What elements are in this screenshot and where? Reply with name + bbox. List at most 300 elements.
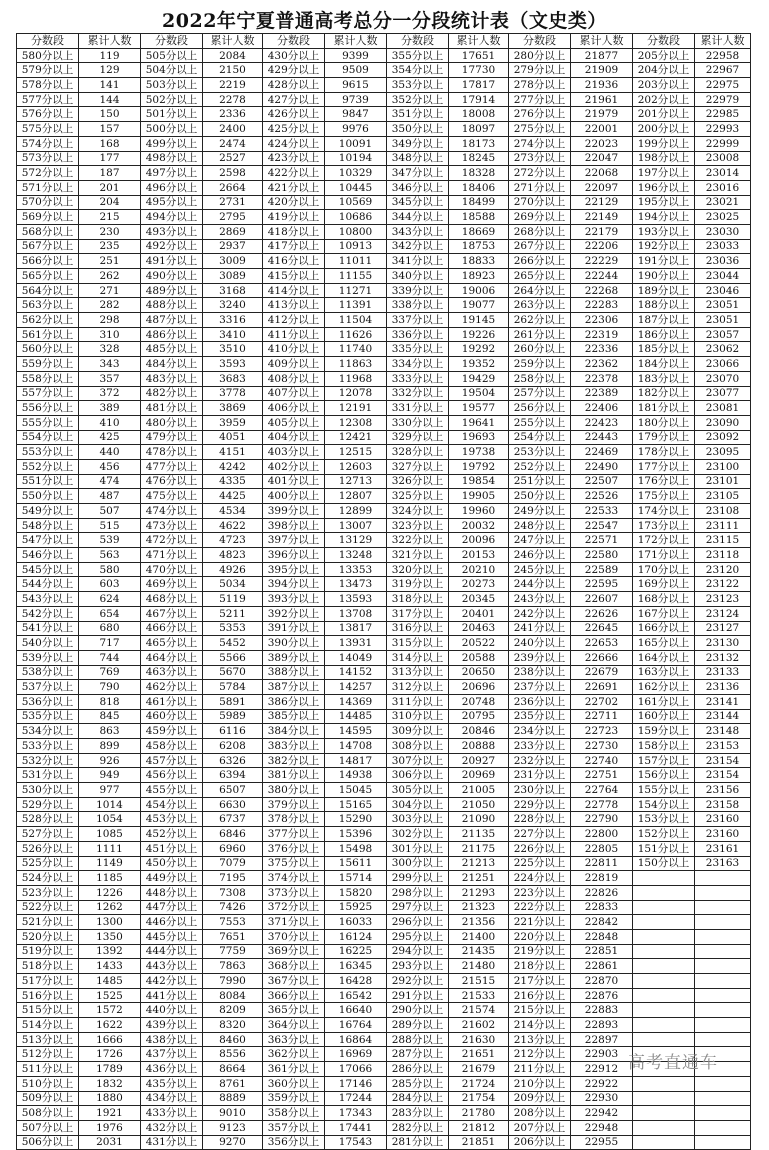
count-cell: 2400 [203, 122, 263, 137]
score-cell: 406分以上 [263, 401, 325, 416]
count-cell: 14485 [325, 709, 387, 724]
count-cell: 21400 [449, 929, 509, 944]
score-cell: 411分以上 [263, 327, 325, 342]
score-cell: 573分以上 [17, 151, 79, 166]
header-cumulative-count: 累计人数 [571, 34, 633, 49]
count-cell: 9615 [325, 78, 387, 93]
score-cell: 414分以上 [263, 283, 325, 298]
count-cell: 2278 [203, 92, 263, 107]
score-cell: 445分以上 [141, 929, 203, 944]
score-cell: 347分以上 [387, 166, 449, 181]
count-cell: 23014 [695, 166, 751, 181]
count-cell: 1789 [79, 1062, 141, 1077]
count-cell: 23153 [695, 739, 751, 754]
count-cell: 3240 [203, 298, 263, 313]
count-cell: 21651 [449, 1047, 509, 1062]
count-cell: 22800 [571, 827, 633, 842]
count-cell: 18173 [449, 136, 509, 151]
score-cell [633, 1076, 695, 1091]
table-row [17, 386, 751, 401]
count-cell: 11863 [325, 357, 387, 372]
count-cell: 22589 [571, 562, 633, 577]
score-cell: 422分以上 [263, 166, 325, 181]
count-cell: 7195 [203, 871, 263, 886]
count-cell: 2869 [203, 224, 263, 239]
score-cell: 162分以上 [633, 680, 695, 695]
score-cell: 217分以上 [509, 974, 571, 989]
score-cell: 256分以上 [509, 401, 571, 416]
score-cell: 336分以上 [387, 327, 449, 342]
count-cell: 474 [79, 474, 141, 489]
count-cell: 769 [79, 665, 141, 680]
count-cell: 22893 [571, 1018, 633, 1033]
score-cell: 475分以上 [141, 489, 203, 504]
score-cell: 381分以上 [263, 768, 325, 783]
count-cell: 1622 [79, 1018, 141, 1033]
score-cell: 453分以上 [141, 812, 203, 827]
score-cell: 170分以上 [633, 562, 695, 577]
score-cell: 300分以上 [387, 856, 449, 871]
score-cell: 473分以上 [141, 518, 203, 533]
count-cell [695, 1106, 751, 1121]
count-cell: 4335 [203, 474, 263, 489]
score-cell: 513分以上 [17, 1032, 79, 1047]
count-cell: 17343 [325, 1106, 387, 1121]
count-cell: 22876 [571, 988, 633, 1003]
score-cell: 224分以上 [509, 871, 571, 886]
count-cell: 141 [79, 78, 141, 93]
count-cell: 13129 [325, 533, 387, 548]
score-cell: 433分以上 [141, 1106, 203, 1121]
count-cell: 20096 [449, 533, 509, 548]
count-cell: 3009 [203, 254, 263, 269]
score-cell: 346分以上 [387, 180, 449, 195]
score-cell: 195分以上 [633, 195, 695, 210]
count-cell: 12807 [325, 489, 387, 504]
count-cell: 9509 [325, 63, 387, 78]
score-cell: 228分以上 [509, 812, 571, 827]
score-cell: 183分以上 [633, 371, 695, 386]
score-cell: 240分以上 [509, 636, 571, 651]
count-cell: 22507 [571, 474, 633, 489]
score-cell: 372分以上 [263, 900, 325, 915]
count-cell: 440 [79, 445, 141, 460]
table-row [17, 944, 751, 959]
count-cell: 22842 [571, 915, 633, 930]
score-cell: 569分以上 [17, 210, 79, 225]
score-cell: 165分以上 [633, 636, 695, 651]
score-cell: 491分以上 [141, 254, 203, 269]
score-cell: 415分以上 [263, 269, 325, 284]
score-cell: 384分以上 [263, 724, 325, 739]
table-row [17, 753, 751, 768]
score-cell: 250分以上 [509, 489, 571, 504]
score-cell: 517分以上 [17, 974, 79, 989]
header-row [17, 34, 751, 49]
header-cumulative-count: 累计人数 [449, 34, 509, 49]
header-cumulative-count: 累计人数 [695, 34, 751, 49]
count-cell: 4051 [203, 430, 263, 445]
score-cell: 191分以上 [633, 254, 695, 269]
table-row [17, 885, 751, 900]
score-cell: 244分以上 [509, 577, 571, 592]
count-cell: 20153 [449, 548, 509, 563]
score-cell: 458分以上 [141, 739, 203, 754]
score-cell: 318分以上 [387, 592, 449, 607]
count-cell: 977 [79, 783, 141, 798]
score-cell: 316分以上 [387, 621, 449, 636]
count-cell: 21175 [449, 841, 509, 856]
count-cell: 7308 [203, 885, 263, 900]
score-cell: 367分以上 [263, 974, 325, 989]
score-cell: 255分以上 [509, 415, 571, 430]
score-cell: 421分以上 [263, 180, 325, 195]
count-cell: 22626 [571, 606, 633, 621]
count-cell: 717 [79, 636, 141, 651]
score-cell: 266分以上 [509, 254, 571, 269]
count-cell: 23127 [695, 621, 751, 636]
count-cell: 23123 [695, 592, 751, 607]
score-cell: 559分以上 [17, 357, 79, 372]
count-cell: 16969 [325, 1047, 387, 1062]
count-cell: 13817 [325, 621, 387, 636]
count-cell: 22975 [695, 78, 751, 93]
score-cell: 226分以上 [509, 841, 571, 856]
count-cell: 23081 [695, 401, 751, 416]
table-row [17, 548, 751, 563]
count-cell: 21574 [449, 1003, 509, 1018]
count-cell: 22833 [571, 900, 633, 915]
count-cell: 22999 [695, 136, 751, 151]
score-cell: 236分以上 [509, 694, 571, 709]
score-cell: 302分以上 [387, 827, 449, 842]
score-cell: 401分以上 [263, 474, 325, 489]
count-cell: 8761 [203, 1076, 263, 1091]
count-cell: 487 [79, 489, 141, 504]
count-cell: 251 [79, 254, 141, 269]
count-cell: 3089 [203, 269, 263, 284]
count-cell: 22702 [571, 694, 633, 709]
score-cell: 261分以上 [509, 327, 571, 342]
count-cell: 23092 [695, 430, 751, 445]
count-cell: 2219 [203, 78, 263, 93]
score-cell: 339分以上 [387, 283, 449, 298]
score-cell: 399分以上 [263, 504, 325, 519]
score-cell: 179分以上 [633, 430, 695, 445]
count-cell: 18588 [449, 210, 509, 225]
count-cell: 12899 [325, 504, 387, 519]
count-cell: 6326 [203, 753, 263, 768]
score-cell: 395分以上 [263, 562, 325, 577]
count-cell: 23160 [695, 827, 751, 842]
count-cell: 22751 [571, 768, 633, 783]
score-cell: 203分以上 [633, 78, 695, 93]
score-cell: 386分以上 [263, 694, 325, 709]
score-cell: 218分以上 [509, 959, 571, 974]
count-cell: 2731 [203, 195, 263, 210]
score-cell: 223分以上 [509, 885, 571, 900]
score-cell: 455分以上 [141, 783, 203, 798]
count-cell: 654 [79, 606, 141, 621]
count-cell: 21679 [449, 1062, 509, 1077]
score-cell: 357分以上 [263, 1120, 325, 1135]
count-cell: 23154 [695, 753, 751, 768]
table-row [17, 283, 751, 298]
count-cell: 744 [79, 650, 141, 665]
count-cell: 2598 [203, 166, 263, 181]
count-cell: 20401 [449, 606, 509, 621]
count-cell: 5784 [203, 680, 263, 695]
count-cell: 21724 [449, 1076, 509, 1091]
score-cell: 264分以上 [509, 283, 571, 298]
count-cell: 21961 [571, 92, 633, 107]
count-cell: 13931 [325, 636, 387, 651]
count-cell: 22819 [571, 871, 633, 886]
score-cell: 293分以上 [387, 959, 449, 974]
score-cell: 365分以上 [263, 1003, 325, 1018]
score-cell: 465分以上 [141, 636, 203, 651]
score-cell: 542分以上 [17, 606, 79, 621]
count-cell: 16764 [325, 1018, 387, 1033]
count-cell: 15925 [325, 900, 387, 915]
count-cell: 20846 [449, 724, 509, 739]
score-cell: 151分以上 [633, 841, 695, 856]
count-cell: 22389 [571, 386, 633, 401]
count-cell: 21435 [449, 944, 509, 959]
score-cell: 509分以上 [17, 1091, 79, 1106]
count-cell: 204 [79, 195, 141, 210]
score-cell: 560分以上 [17, 342, 79, 357]
count-cell: 22985 [695, 107, 751, 122]
count-cell: 5452 [203, 636, 263, 651]
count-cell: 22268 [571, 283, 633, 298]
score-cell: 212分以上 [509, 1047, 571, 1062]
count-cell: 10329 [325, 166, 387, 181]
score-cell: 307分以上 [387, 753, 449, 768]
count-cell: 19292 [449, 342, 509, 357]
score-cell: 337分以上 [387, 313, 449, 328]
count-cell: 22811 [571, 856, 633, 871]
score-cell: 506分以上 [17, 1135, 79, 1150]
score-cell: 175分以上 [633, 489, 695, 504]
count-cell: 22097 [571, 180, 633, 195]
score-cell: 160分以上 [633, 709, 695, 724]
score-cell: 330分以上 [387, 415, 449, 430]
count-cell: 2336 [203, 107, 263, 122]
score-cell: 272分以上 [509, 166, 571, 181]
count-cell: 22979 [695, 92, 751, 107]
count-cell: 21909 [571, 63, 633, 78]
count-cell: 1921 [79, 1106, 141, 1121]
score-cell: 424分以上 [263, 136, 325, 151]
count-cell: 21293 [449, 885, 509, 900]
count-cell: 16542 [325, 988, 387, 1003]
table-row [17, 195, 751, 210]
count-cell: 215 [79, 210, 141, 225]
score-cell: 454分以上 [141, 797, 203, 812]
count-cell: 5989 [203, 709, 263, 724]
score-cell [633, 1018, 695, 1033]
count-cell: 22068 [571, 166, 633, 181]
count-cell: 22319 [571, 327, 633, 342]
count-cell: 8320 [203, 1018, 263, 1033]
count-cell: 4622 [203, 518, 263, 533]
count-cell: 9010 [203, 1106, 263, 1121]
score-cell: 547分以上 [17, 533, 79, 548]
score-cell: 562分以上 [17, 313, 79, 328]
count-cell: 1880 [79, 1091, 141, 1106]
count-cell: 11626 [325, 327, 387, 342]
count-cell: 7759 [203, 944, 263, 959]
count-cell: 16345 [325, 959, 387, 974]
count-cell: 21979 [571, 107, 633, 122]
score-cell: 275分以上 [509, 122, 571, 137]
score-cell: 274分以上 [509, 136, 571, 151]
score-cell: 383分以上 [263, 739, 325, 754]
count-cell: 1976 [79, 1120, 141, 1135]
score-cell: 257分以上 [509, 386, 571, 401]
count-cell: 18833 [449, 254, 509, 269]
count-cell: 1350 [79, 929, 141, 944]
table-row [17, 709, 751, 724]
count-cell: 21323 [449, 900, 509, 915]
count-cell: 15611 [325, 856, 387, 871]
count-cell: 23070 [695, 371, 751, 386]
count-cell: 6208 [203, 739, 263, 754]
score-cell: 325分以上 [387, 489, 449, 504]
count-cell: 13473 [325, 577, 387, 592]
count-cell: 580 [79, 562, 141, 577]
count-cell: 2527 [203, 151, 263, 166]
count-cell: 15290 [325, 812, 387, 827]
score-cell: 549分以上 [17, 504, 79, 519]
count-cell: 1392 [79, 944, 141, 959]
count-cell: 343 [79, 357, 141, 372]
score-cell: 199分以上 [633, 136, 695, 151]
count-cell: 5211 [203, 606, 263, 621]
count-cell: 4823 [203, 548, 263, 563]
score-cell: 208分以上 [509, 1106, 571, 1121]
count-cell: 22764 [571, 783, 633, 798]
score-cell: 235分以上 [509, 709, 571, 724]
count-cell: 22778 [571, 797, 633, 812]
count-cell: 17441 [325, 1120, 387, 1135]
count-cell [695, 974, 751, 989]
score-cell: 389分以上 [263, 650, 325, 665]
count-cell: 1433 [79, 959, 141, 974]
count-cell: 12308 [325, 415, 387, 430]
score-cell: 279分以上 [509, 63, 571, 78]
count-cell: 13593 [325, 592, 387, 607]
score-cell [633, 1106, 695, 1121]
count-cell: 19226 [449, 327, 509, 342]
score-cell: 552分以上 [17, 459, 79, 474]
score-cell: 413分以上 [263, 298, 325, 313]
score-cell: 567分以上 [17, 239, 79, 254]
count-cell: 22967 [695, 63, 751, 78]
count-cell: 13353 [325, 562, 387, 577]
score-cell: 539分以上 [17, 650, 79, 665]
count-cell: 14369 [325, 694, 387, 709]
score-cell: 523分以上 [17, 885, 79, 900]
count-cell: 19960 [449, 504, 509, 519]
score-cell: 441分以上 [141, 988, 203, 1003]
score-cell: 467分以上 [141, 606, 203, 621]
count-cell: 12421 [325, 430, 387, 445]
count-cell: 22848 [571, 929, 633, 944]
score-cell: 495分以上 [141, 195, 203, 210]
count-cell: 23161 [695, 841, 751, 856]
score-cell: 493分以上 [141, 224, 203, 239]
count-cell: 2031 [79, 1135, 141, 1150]
score-cell: 508分以上 [17, 1106, 79, 1121]
count-cell: 19577 [449, 401, 509, 416]
count-cell: 6846 [203, 827, 263, 842]
score-cell: 420分以上 [263, 195, 325, 210]
table-row [17, 357, 751, 372]
score-cell: 363分以上 [263, 1032, 325, 1047]
score-cell: 301分以上 [387, 841, 449, 856]
count-cell: 20795 [449, 709, 509, 724]
count-cell: 7863 [203, 959, 263, 974]
score-cell: 387分以上 [263, 680, 325, 695]
count-cell: 21515 [449, 974, 509, 989]
count-cell: 7553 [203, 915, 263, 930]
score-cell: 197分以上 [633, 166, 695, 181]
score-cell: 408分以上 [263, 371, 325, 386]
table-row [17, 504, 751, 519]
score-cell: 341分以上 [387, 254, 449, 269]
score-cell: 527分以上 [17, 827, 79, 842]
score-cell: 198分以上 [633, 151, 695, 166]
header-cumulative-count: 累计人数 [325, 34, 387, 49]
count-cell: 11968 [325, 371, 387, 386]
score-cell: 320分以上 [387, 562, 449, 577]
score-cell: 435分以上 [141, 1076, 203, 1091]
score-cell: 546分以上 [17, 548, 79, 563]
score-cell: 207分以上 [509, 1120, 571, 1135]
count-cell: 20032 [449, 518, 509, 533]
score-cell: 434分以上 [141, 1091, 203, 1106]
score-cell: 497分以上 [141, 166, 203, 181]
table-row [17, 269, 751, 284]
score-cell: 168分以上 [633, 592, 695, 607]
table-row [17, 313, 751, 328]
score-cell: 501分以上 [141, 107, 203, 122]
score-cell: 204分以上 [633, 63, 695, 78]
count-cell: 16864 [325, 1032, 387, 1047]
count-cell: 22897 [571, 1032, 633, 1047]
score-cell: 397分以上 [263, 533, 325, 548]
score-cell [633, 988, 695, 1003]
score-cell: 200分以上 [633, 122, 695, 137]
table-body [17, 48, 751, 1150]
score-cell: 417分以上 [263, 239, 325, 254]
count-cell: 10194 [325, 151, 387, 166]
score-cell: 394分以上 [263, 577, 325, 592]
count-cell: 14817 [325, 753, 387, 768]
score-cell: 425分以上 [263, 122, 325, 137]
score-cell: 172分以上 [633, 533, 695, 548]
score-cell: 315分以上 [387, 636, 449, 651]
count-cell: 1226 [79, 885, 141, 900]
score-cell: 283分以上 [387, 1106, 449, 1121]
score-cell: 324分以上 [387, 504, 449, 519]
score-cell: 396分以上 [263, 548, 325, 563]
count-cell: 18008 [449, 107, 509, 122]
score-cell: 370分以上 [263, 929, 325, 944]
count-cell: 14049 [325, 650, 387, 665]
